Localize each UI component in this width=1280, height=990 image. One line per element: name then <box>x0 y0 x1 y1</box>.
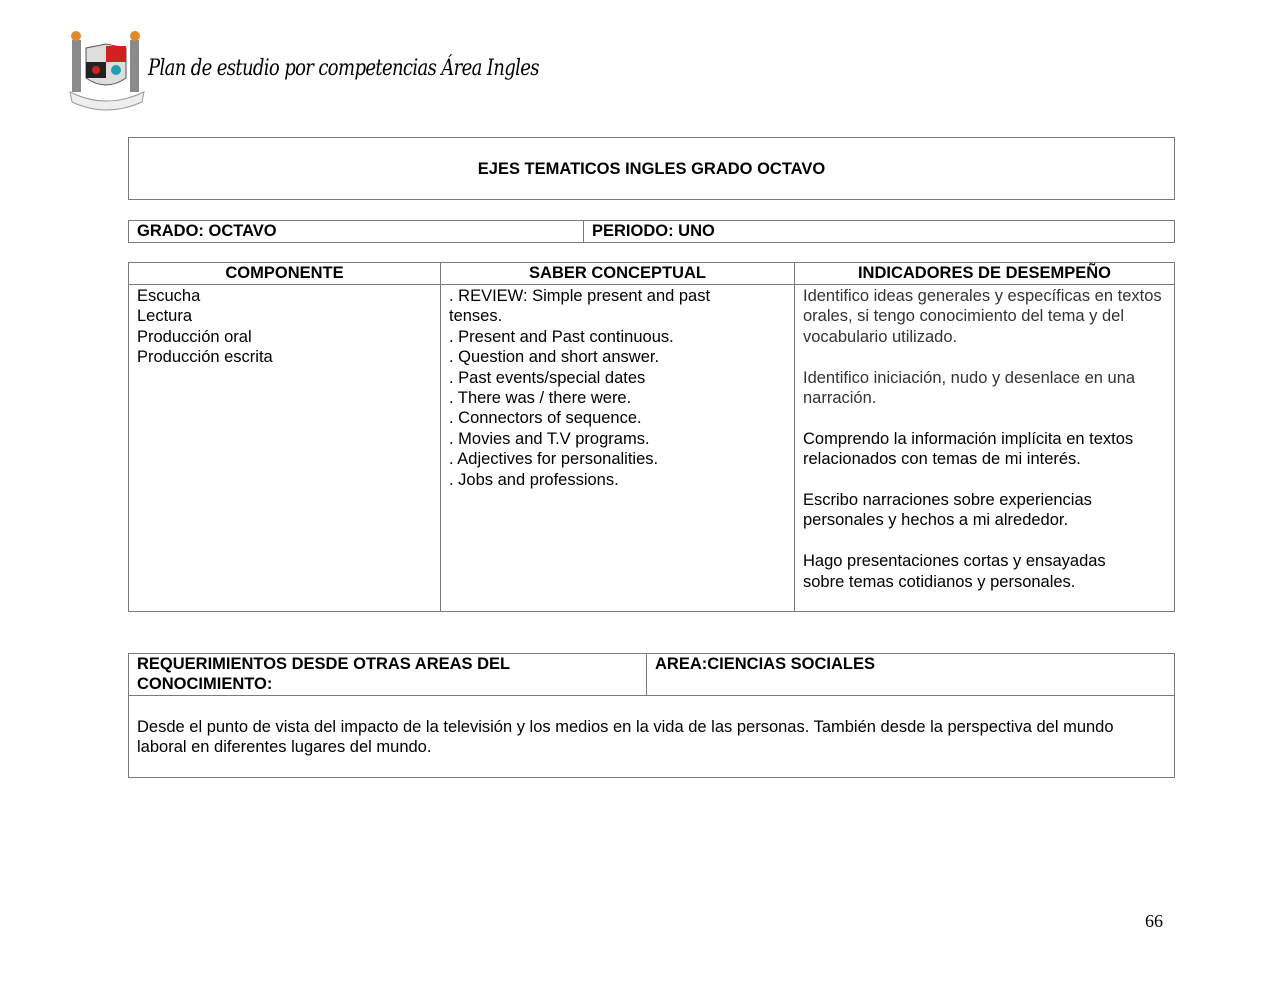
componente-item: Lectura <box>137 307 193 326</box>
indicador-item: Escribo narraciones sobre experiencias personales y hechos a mi alrededor. <box>803 491 1092 530</box>
saber-item: . Connectors of sequence. <box>449 409 642 428</box>
saber-item: . Past events/special dates <box>449 368 646 387</box>
header-saber: SABER CONCEPTUAL <box>440 262 795 285</box>
componente-item: Escucha <box>137 287 201 305</box>
saber-item: . REVIEW: Simple present and past tenses. <box>449 287 711 326</box>
saber-item: . Movies and T.V programs. <box>449 429 650 448</box>
saber-item: . Question and short answer. <box>449 348 660 367</box>
indicador-item: Comprendo la información implícita en textos relacionados con temas de mi interés. <box>803 429 1134 469</box>
header-componente: COMPONENTE <box>128 262 441 285</box>
requirements-label: REQUERIMIENTOS DESDE OTRAS AREAS DEL CONOCIMIENTO: <box>128 653 647 696</box>
saber-item: . Adjectives for personalities. <box>449 450 659 469</box>
indicador-item: Hago presentaciones cortas y ensayadas sobre temas cotidianos y personales. <box>803 552 1106 591</box>
saber-item: . Jobs and professions. <box>449 470 619 489</box>
requirements-text: Desde el punto de vista del impacto de la televisión y los medios en la vida de las personas. También desde la perspectiva del mundo laboral en diferentes lugares del mundo. <box>128 695 1175 778</box>
componente-item: Producción escrita <box>137 348 273 367</box>
document-header-title: Plan de estudio por competencias Área Ingles <box>148 56 539 81</box>
header-indicadores: INDICADORES DE DESEMPEÑO <box>794 262 1175 285</box>
saberes-cell <box>440 284 795 612</box>
main-title: EJES TEMATICOS INGLES GRADO OCTAVO <box>477 160 826 178</box>
saber-item: . There was / there were. <box>449 389 632 408</box>
main-title-box <box>128 137 1175 200</box>
requirements-area: AREA:CIENCIAS SOCIALES <box>646 653 1175 696</box>
periodo-cell: PERIODO: UNO <box>583 220 1175 243</box>
grado-cell: GRADO: OCTAVO <box>128 220 584 243</box>
indicadores-cell <box>794 284 1175 612</box>
componentes-cell <box>128 284 441 612</box>
saber-item: . Present and Past continuous. <box>449 327 674 346</box>
indicador-item: Identifico ideas generales y específicas en textos orales, si tengo conocimiento del tema y del vocabulario utilizado. <box>803 287 1162 346</box>
school-logo <box>66 30 150 120</box>
componente-item: Producción oral <box>137 327 252 346</box>
indicador-item: Identifico iniciación, nudo y desenlace en una narración. <box>803 368 1136 408</box>
page-number: 66 <box>1145 911 1163 931</box>
